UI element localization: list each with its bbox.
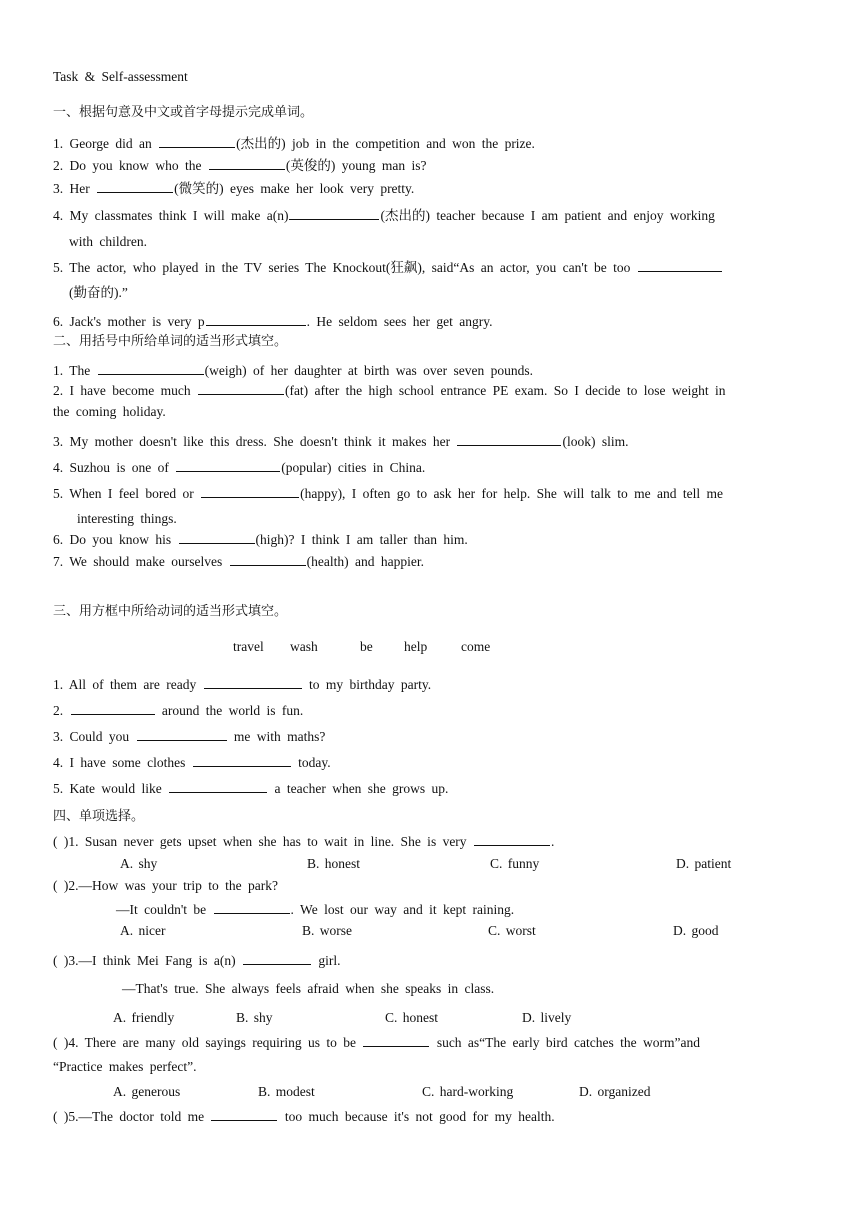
word-box-item: help [404,639,428,654]
section-1-heading: 一、根据句意及中文或首字母提示完成单词。 [53,105,314,120]
s2-item-5-cont: interesting things. [77,511,177,526]
q4-line2: “Practice makes perfect”. [53,1059,197,1074]
answer-blank [230,552,306,566]
answer-blank [363,1033,429,1047]
q4-option-b: B. modest [258,1084,315,1099]
q1-option-a: A. shy [120,856,158,871]
s2-item-6: 6. Do you know his (high)? I think I am taller than him. [53,532,468,547]
answer-blank [71,701,155,715]
s1-item-4-cont: with children. [69,234,147,249]
q2-line2: —It couldn't be . We lost our way and it kept raining. [116,902,515,917]
q4-option-c: C. hard-working [422,1084,514,1099]
q5-stem: ( )5.—The doctor told me too much because it's not good for my health. [53,1109,555,1124]
q1-stem: ( )1. Susan never gets upset when she has to wait in line. She is very . [53,834,555,849]
s3-item-2: 2. around the world is fun. [53,703,304,718]
q3-line2: —That's true. She always feels afraid when she speaks in class. [122,981,495,996]
s3-item-1: 1. All of them are ready to my birthday party. [53,677,432,692]
s3-item-3: 3. Could you me with maths? [53,729,326,744]
answer-blank [243,951,311,965]
answer-blank [474,832,550,846]
answer-blank [169,779,267,793]
s2-item-2-cont: the coming holiday. [53,404,166,419]
q1-option-c: C. funny [490,856,540,871]
s2-item-3: 3. My mother doesn't like this dress. She doesn't think it makes her (look) slim. [53,434,629,449]
word-box-item: come [461,639,491,654]
q4-option-d: D. organized [579,1084,651,1099]
answer-blank [137,727,227,741]
page-title: Task & Self-assessment [53,69,188,84]
answer-blank [97,179,173,193]
answer-blank [214,900,290,914]
s1-item-3: 3. Her (微笑的) eyes make her look very pretty. [53,181,415,196]
answer-blank [457,432,561,446]
section-4-heading: 四、单项选择。 [53,809,145,824]
q2-option-d: D. good [673,923,719,938]
s2-item-1: 1. The (weigh) of her daughter at birth was over seven pounds. [53,363,534,378]
word-box-item: travel [233,639,264,654]
answer-blank [638,258,722,272]
s2-item-4: 4. Suzhou is one of (popular) cities in China. [53,460,426,475]
answer-blank [198,381,284,395]
word-box-item: wash [290,639,318,654]
q3-option-a: A. friendly [113,1010,175,1025]
answer-blank [176,458,280,472]
answer-blank [179,530,255,544]
word-box-item: be [360,639,373,654]
answer-blank [289,206,379,220]
s2-item-5: 5. When I feel bored or (happy), I often go to ask her for help. She will talk to me and tell me [53,486,723,501]
q4-option-a: A. generous [113,1084,181,1099]
s1-item-4: 4. My classmates think I will make a(n) (杰出的) teacher because I am patient and enjoy working [53,208,715,223]
answer-blank [209,156,285,170]
q3-option-b: B. shy [236,1010,273,1025]
s3-item-5: 5. Kate would like a teacher when she grows up. [53,781,449,796]
s1-item-5: 5. The actor, who played in the TV series The Knockout(狂飙), said“As an actor, you can't be too [53,258,808,277]
section-3-heading: 三、用方框中所给动词的适当形式填空。 [53,604,288,619]
q2-option-a: A. nicer [120,923,166,938]
s1-item-5-cont: (勤奋的).” [69,285,128,300]
q2-option-c: C. worst [488,923,536,938]
s3-item-4: 4. I have some clothes today. [53,755,331,770]
s1-item-2: 2. Do you know who the (英俊的) young man is? [53,158,427,173]
answer-blank [204,675,302,689]
answer-blank [211,1107,277,1121]
s2-item-2: 2. I have become much (fat) after the high school entrance PE exam. So I decide to lose weight in [53,383,726,398]
s2-item-7: 7. We should make ourselves (health) and happier. [53,554,424,569]
answer-blank [98,361,204,375]
q2-option-b: B. worse [302,923,352,938]
s1-item-6: 6. Jack's mother is very p . He seldom sees her get angry. [53,314,493,329]
answer-blank [206,312,306,326]
answer-blank [201,484,299,498]
q1-option-d: D. patient [676,856,732,871]
section-2-heading: 二、用括号中所给单词的适当形式填空。 [53,334,288,349]
q4-stem: ( )4. There are many old sayings requiring us to be such as“The early bird catches the worm”and [53,1035,700,1050]
answer-blank [193,753,291,767]
s1-item-1: 1. George did an (杰出的) job in the competition and won the prize. [53,136,535,151]
q3-option-c: C. honest [385,1010,439,1025]
q1-option-b: B. honest [307,856,361,871]
q3-option-d: D. lively [522,1010,572,1025]
q2-stem: ( )2.—How was your trip to the park? [53,878,278,893]
answer-blank [159,134,235,148]
q3-stem: ( )3.—I think Mei Fang is a(n) girl. [53,953,341,968]
